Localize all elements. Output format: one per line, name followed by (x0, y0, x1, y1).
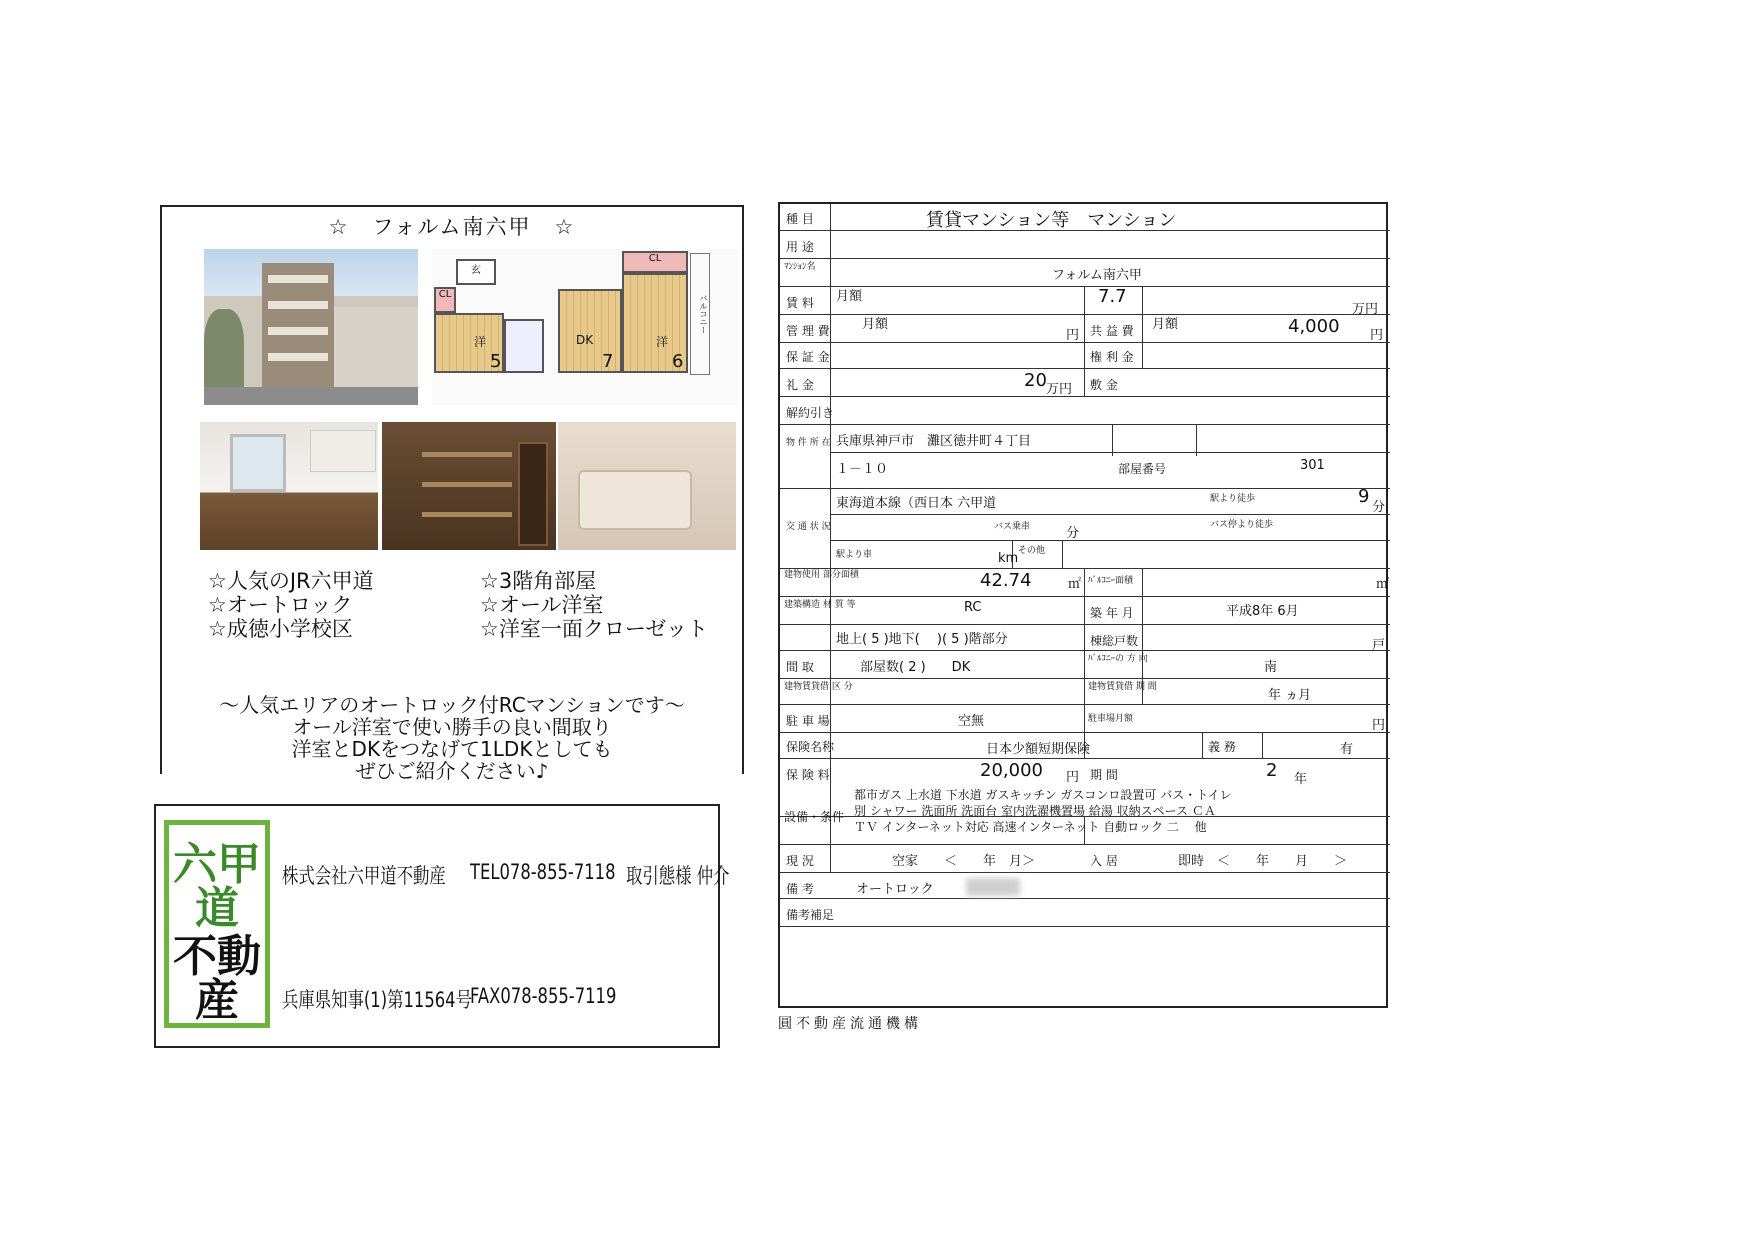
property-spec-form (778, 202, 1388, 1008)
label-balcony-area: ﾊﾞﾙｺﾆｰ面積 (1088, 576, 1134, 586)
label-deposit: 保 証 金 (786, 350, 830, 364)
label-other: その他 (1018, 546, 1046, 556)
entrance: 玄 (456, 259, 496, 285)
label-bus-ride: バス乗車 (994, 522, 1031, 532)
value-equipment-line: 都市ガス 上水道 下水道 ガスキッチン ガスコンロ設置可 バス・トイレ (854, 788, 1232, 802)
pr-line: ～人気エリアのオートロック付RCマンションです～ (219, 693, 685, 717)
label-lease-period: 建物賃貸借 期 間 (1088, 682, 1157, 692)
value-obligation: 有 (1340, 742, 1354, 757)
org-footer: 圓不動産流通機構 (778, 1016, 922, 1032)
value-common-fee: 4,000 (1288, 316, 1340, 337)
bathroom-photo (558, 422, 736, 550)
label-security: 敷 金 (1090, 378, 1118, 392)
company-tel: TEL078-855-7118 (470, 860, 616, 884)
value-type: 賃貸マンション等 マンション (926, 210, 1177, 231)
unit-monthly-common: 月額 (1152, 317, 1179, 332)
label-equipment: 設備・条件 (784, 810, 845, 824)
label-key-rights: 権 利 金 (1090, 350, 1134, 364)
unit-yen-common: 円 (1370, 328, 1384, 343)
value-rent: 7.7 (1098, 286, 1127, 307)
label-walk-station: 駅より徒歩 (1210, 494, 1256, 504)
bathroom (504, 319, 544, 373)
balcony: バルコニー (690, 253, 710, 375)
label-mgmt-fee: 管 理 費 (786, 324, 830, 338)
value-walk-minutes: 9 (1358, 486, 1370, 507)
label-type: 種 目 (786, 212, 814, 226)
flyer-title: ☆ フォルム南六甲 ☆ (328, 215, 576, 239)
unit-yen-mgmt: 円 (1066, 328, 1080, 343)
label-transport: 交 通 状 況 (786, 522, 831, 532)
closet-right: CL (622, 251, 688, 273)
value-area: 42.74 (980, 570, 1032, 591)
property-flyer (160, 205, 744, 783)
building-exterior-photo (204, 249, 418, 405)
unit-years-months: 年 ヵ月 (1268, 688, 1312, 703)
label-lease-type: 建物賃貸借 区 分 (784, 682, 853, 692)
unit-min-bus: 分 (1066, 526, 1080, 541)
label-parking-fee: 駐車場月額 (1088, 714, 1134, 724)
label-from-station: 駅より車 (836, 550, 873, 560)
value-remarks: オートロック (856, 882, 934, 897)
feature-item: ☆オール洋室 (480, 593, 604, 617)
label-balcony-dir: ﾊﾞﾙｺﾆｰの 方 向 (1088, 654, 1148, 664)
company-logo: 六甲道 不動産 (164, 820, 270, 1028)
pr-line: オール洋室で使い勝手の良い間取り (292, 715, 612, 739)
label-insurance-fee: 保 険 料 (786, 768, 830, 782)
value-mansion-name: フォルム南六甲 (1052, 268, 1142, 283)
label-key-money: 礼 金 (786, 378, 814, 392)
floor-plan: CL 玄 洋 5 DK 7 CL 洋 6 バルコニー (432, 249, 738, 405)
label-layout: 間 取 (786, 660, 814, 674)
closet-photo (382, 422, 556, 550)
value-layout: 部屋数( 2 ) DK (860, 660, 971, 675)
unit-ko: 戸 (1372, 638, 1386, 653)
feature-item: ☆オートロック (208, 593, 353, 617)
closet-left: CL (434, 287, 456, 313)
company-info-box (154, 804, 730, 1048)
unit-yen-parking: 円 (1372, 718, 1386, 733)
label-room-no: 部屋番号 (1118, 462, 1167, 476)
unit-yen-insurance: 円 (1066, 770, 1080, 785)
value-equipment-line: 別 シャワー 洗面所 洗面台 室内洗濯機置場 給湯 収納スペース ＣＡ (854, 804, 1216, 818)
value-insurance-fee: 20,000 (980, 760, 1043, 781)
unit-sqm: ㎡ (1068, 577, 1082, 592)
unit-man-yen-key: 万円 (1046, 382, 1073, 397)
feature-item: ☆成徳小学校区 (208, 617, 353, 641)
value-structure: RC (964, 600, 982, 615)
kitchen-photo (200, 422, 378, 550)
value-room-no: 301 (1300, 458, 1325, 473)
unit-man-yen: 万円 (1352, 302, 1379, 317)
value-address-line1: 兵庫県神戸市 灘区徳井町４丁目 (836, 434, 1032, 449)
redacted-text (966, 878, 1020, 896)
label-rent: 賃 料 (786, 296, 814, 310)
unit-year: 年 (1294, 772, 1308, 787)
label-area: 建物使用 部分面積 (784, 570, 859, 580)
value-address-line2: １－１０ (836, 462, 889, 477)
value-floors: 地上( 5 )地下( )( 5 )階部分 (836, 632, 1008, 647)
value-key-money: 20 (1024, 370, 1047, 391)
label-total-units: 棟総戸数 (1090, 634, 1139, 648)
label-remarks-extra: 備考補足 (786, 908, 835, 922)
company-fax: FAX078-855-7119 (470, 984, 617, 1008)
unit-monthly: 月額 (836, 289, 863, 304)
value-equipment-line: ＴＶ インターネット対応 高速インターネット 自動ロック 二 他 (854, 820, 1207, 834)
label-walk-bus: バス停より徒歩 (1210, 520, 1274, 530)
company-license: 兵庫県知事(1)第11564号 (282, 988, 472, 1012)
company-name: 株式会社六甲道不動産 (282, 864, 446, 888)
pr-line: 洋室とDKをつなげて1LDKとしても (291, 737, 613, 761)
value-move-in: 即時 ＜ 年 月 ＞ (1178, 854, 1348, 869)
unit-sqm-balcony: ㎡ (1376, 577, 1390, 592)
label-cancel-deduction: 解約引き (786, 406, 835, 420)
label-status: 現 況 (786, 854, 814, 868)
value-insurance-name: 日本少額短期保険 (986, 742, 1091, 757)
label-move-in: 入 居 (1090, 854, 1118, 868)
label-common-fee: 共 益 費 (1090, 324, 1134, 338)
pr-line: ぜひご紹介ください♪ (355, 759, 549, 783)
label-mansion-name: ﾏﾝｼｮﾝ名 (784, 262, 816, 272)
feature-item: ☆人気のJR六甲道 (208, 569, 374, 593)
label-remarks: 備 考 (786, 882, 814, 896)
label-parking: 駐 車 場 (786, 714, 830, 728)
label-insurance-name: 保険名称 (786, 740, 835, 754)
value-period: 2 (1266, 760, 1278, 781)
value-line-station: 東海道本線（西日本 六甲道 (836, 496, 997, 511)
value-status: 空家 ＜ 年 月＞ (892, 854, 1036, 869)
unit-km: km (998, 551, 1019, 566)
label-structure: 建築構造 材 質 等 (784, 600, 856, 610)
label-obligation: 義 務 (1208, 740, 1236, 754)
label-built: 築 年 月 (1090, 606, 1134, 620)
feature-item: ☆3階角部屋 (480, 569, 597, 593)
deal-type: 取引態様 仲介 (626, 864, 730, 888)
label-address: 物 件 所 在 (786, 438, 831, 448)
unit-min: 分 (1372, 500, 1386, 515)
feature-item: ☆洋室一面クローゼット (480, 617, 708, 641)
unit-monthly-mgmt: 月額 (862, 317, 889, 332)
label-period: 期 間 (1090, 768, 1118, 782)
label-use: 用 途 (786, 240, 814, 254)
value-balcony-dir: 南 (1264, 660, 1278, 675)
value-parking: 空無 (958, 714, 985, 729)
value-built: 平成8年 6月 (1226, 604, 1299, 619)
